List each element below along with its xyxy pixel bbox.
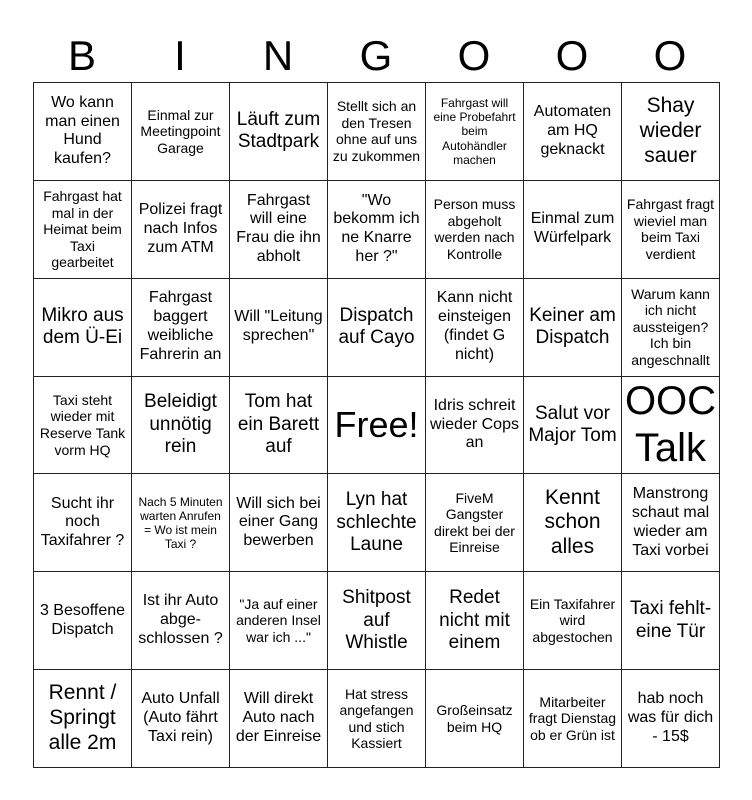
bingo-cell[interactable]: Will "Leitung sprechen" [230,279,328,377]
header-letter: O [653,32,687,79]
bingo-cell[interactable]: "Ja auf einer anderen Insel war ich ..." [230,572,328,670]
bingo-cell[interactable]: Fahrgast will eine Frau die ihn abholt [230,181,328,279]
bingo-cell[interactable]: Einmal zur Meetingpoint Garage [132,83,230,181]
bingo-cell[interactable]: Hat stress angefangen und stich Kassiert [328,670,426,768]
header-letter: B [67,32,96,79]
bingo-cell[interactable]: Manstrong schaut mal wieder am Taxi vorbei [622,474,720,572]
bingo-cell[interactable]: Shay wieder sauer [622,83,720,181]
bingo-cell[interactable]: Will sich bei einer Gang bewerben [230,474,328,572]
bingo-cell[interactable]: Läuft zum Stadtpark [230,83,328,181]
header-letter: N [262,32,294,79]
bingo-cell[interactable]: "Wo bekomm ich ne Knarre her ?" [328,181,426,279]
bingo-cell[interactable]: Will direkt Auto nach der Einreise [230,670,328,768]
bingo-cell[interactable]: Warum kann ich nicht aussteigen? Ich bin angeschnallt [622,279,720,377]
bingo-cell[interactable]: Taxi steht wieder mit Reserve Tank vorm HQ [34,377,132,475]
bingo-cell[interactable]: Tom hat ein Barett auf [230,377,328,475]
bingo-cell[interactable]: Fahrgast hat mal in der Heimat beim Taxi gearbeitet [34,181,132,279]
bingo-cell[interactable]: Person muss abgeholt werden nach Kontrolle [426,181,524,279]
bingo-cell[interactable]: Kann nicht einsteigen (findet G nicht) [426,279,524,377]
bingo-cell[interactable]: Fahrgast will eine Probefahrt beim Autohändler machen [426,83,524,181]
bingo-cell[interactable]: Polizei fragt nach Infos zum ATM [132,181,230,279]
header-letter: G [359,32,393,79]
bingo-cell[interactable]: Ist ihr Auto abge-schlossen ? [132,572,230,670]
bingo-cell[interactable]: Rennt / Springt alle 2m [34,670,132,768]
bingo-cell[interactable]: Wo kann man einen Hund kaufen? [34,83,132,181]
bingo-cell[interactable]: Salut vor Major Tom [524,377,622,475]
bingo-cell[interactable]: Einmal zum Würfelpark [524,181,622,279]
bingo-cell[interactable]: Dispatch auf Cayo [328,279,426,377]
bingo-cell[interactable]: Taxi fehlt-eine Tür [622,572,720,670]
bingo-cell[interactable]: Automaten am HQ geknackt [524,83,622,181]
header-letter: O [555,32,589,79]
bingo-cell[interactable]: Lyn hat schlechte Laune [328,474,426,572]
bingo-cell[interactable]: Mitarbeiter fragt Dienstag ob er Grün ist [524,670,622,768]
bingo-cell[interactable]: Auto Unfall (Auto fährt Taxi rein) [132,670,230,768]
bingo-cell[interactable]: FiveM Gangster direkt bei der Einreise [426,474,524,572]
bingo-cell[interactable]: Idris schreit wieder Cops an [426,377,524,475]
bingo-cell[interactable]: Großeinsatz beim HQ [426,670,524,768]
bingo-cell[interactable]: hab noch was für dich - 15$ [622,670,720,768]
bingo-cell[interactable]: Stellt sich an den Tresen ohne auf uns zu zukommen [328,83,426,181]
header-letter: I [174,32,186,79]
bingo-cell[interactable]: Sucht ihr noch Taxifahrer ? [34,474,132,572]
bingo-cell[interactable]: Ein Taxifahrer wird abgestochen [524,572,622,670]
bingo-cell[interactable]: Fahrgast fragt wieviel man beim Taxi verdient [622,181,720,279]
bingo-cell[interactable]: Redet nicht mit einem [426,572,524,670]
bingo-cell[interactable]: Shitpost auf Whistle [328,572,426,670]
bingo-cell[interactable]: Fahrgast baggert weibliche Fahrerin an [132,279,230,377]
bingo-cell[interactable]: Kennt schon alles [524,474,622,572]
header-letter: O [457,32,491,79]
bingo-cell[interactable]: Mikro aus dem Ü-Ei [34,279,132,377]
bingo-cell[interactable]: OOC Talk [622,377,720,475]
free-space-cell[interactable]: Free! [328,377,426,475]
bingo-grid [33,82,720,768]
bingo-cell[interactable]: Nach 5 Minuten warten Anrufen = Wo ist mein Taxi ? [132,474,230,572]
bingo-header [33,30,719,82]
bingo-cell[interactable]: 3 Besoffene Dispatch [34,572,132,670]
bingo-cell[interactable]: Beleidigt unnötig rein [132,377,230,475]
bingo-cell[interactable]: Keiner am Dispatch [524,279,622,377]
